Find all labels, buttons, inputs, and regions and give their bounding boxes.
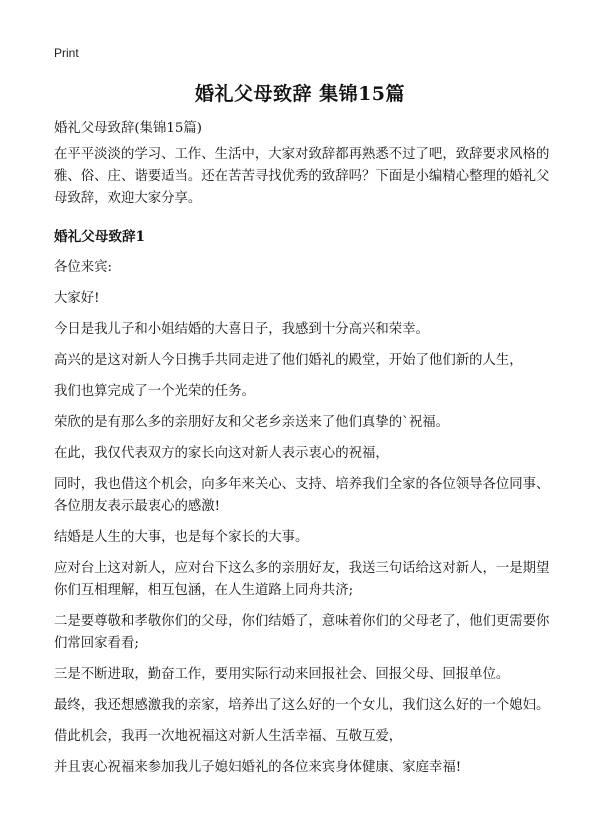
page-title: 婚礼父母致辞 集锦15篇 — [194, 83, 406, 105]
section-heading: 婚礼父母致辞1 — [54, 229, 146, 245]
paragraph: 二是要尊敬和孝敬你们的父母，你们结婚了，意味着你们的父母老了，他们更需要你们常回家看看; — [54, 614, 550, 651]
paragraph: 结婚是人生的大事，也是每个家长的大事。 — [54, 530, 309, 545]
document-body — [54, 118, 550, 788]
paragraph: 高兴的是这对新人今日携手共同走进了他们婚礼的殿堂，开始了他们新的人生， — [54, 353, 523, 368]
paragraph: 我们也算完成了一个光荣的任务。 — [54, 384, 255, 399]
print-label[interactable]: Print — [54, 46, 79, 60]
paragraph-greeting-all: 大家好! — [54, 291, 100, 306]
paragraph: 借此机会，我再一次地祝福这对新人生活幸福、互敬互爱， — [54, 729, 403, 744]
paragraph: 并且衷心祝福来参加我儿子媳妇婚礼的各位来宾身体健康、家庭幸福! — [54, 760, 462, 775]
paragraph: 在此，我仅代表双方的家长向这对新人表示衷心的祝福， — [54, 446, 389, 461]
paragraph-greeting-guests: 各位来宾: — [54, 260, 113, 275]
paragraph: 荣欣的是有那么多的亲朋好友和父老乡亲送来了他们真挚的`祝福。 — [54, 415, 450, 430]
paragraph: 同时，我也借这个机会，向多年来关心、支持、培养我们全家的各位领导各位同事、各位朋友表示最衷心的感激! — [54, 477, 550, 514]
paragraph: 三是不断进取，勤奋工作，要用实际行动来回报社会、回报父母、回报单位。 — [54, 667, 510, 682]
paragraph: 应对台上这对新人，应对台下这么多的亲朋好友，我送三句话给这对新人，一是期望你们互相理解，相互包涵，在人生道路上同舟共济; — [54, 561, 550, 598]
paragraph: 今日是我儿子和小姐结婚的大喜日子，我感到十分高兴和荣幸。 — [54, 322, 429, 337]
paragraph: 最终，我还想感激我的亲家，培养出了这么好的一个女儿，我们这么好的一个媳妇。 — [54, 698, 550, 713]
document-subtitle: 婚礼父母致辞(集锦15篇) — [54, 121, 203, 136]
intro-paragraph: 在平平淡淡的学习、工作、生活中，大家对致辞都再熟悉不过了吧，致辞要求风格的雅、俗、庄、谐要适当。还在苦苦寻找优秀的致辞吗？下面是小编精心整理的婚礼父母致辞，欢迎大家分享。 — [54, 147, 550, 206]
